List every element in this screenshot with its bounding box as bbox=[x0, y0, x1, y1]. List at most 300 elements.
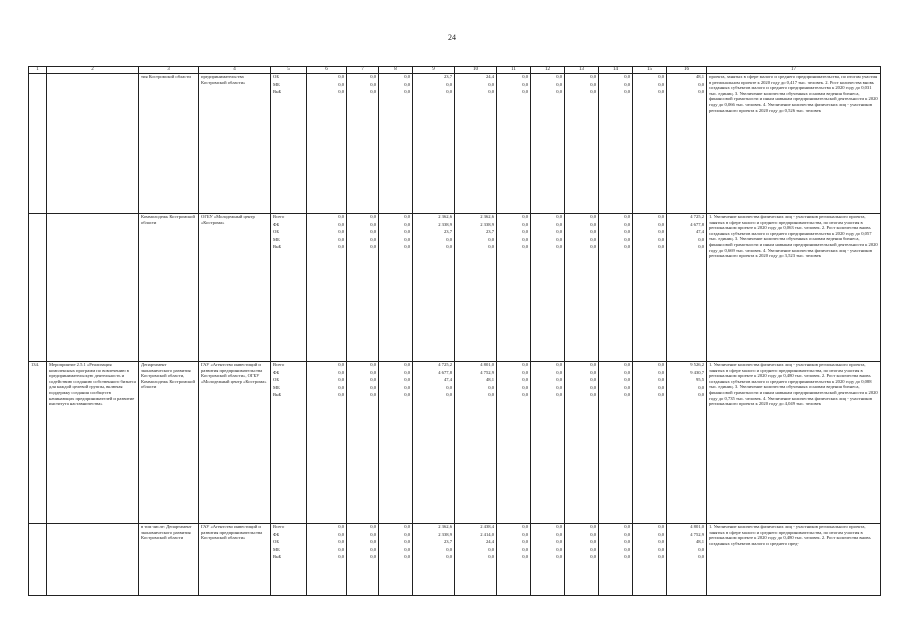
value: 0,0 bbox=[404, 221, 410, 227]
value: 0,0 bbox=[658, 369, 664, 375]
measure-name bbox=[47, 214, 139, 362]
value: 0,0 bbox=[370, 81, 376, 87]
value: 0,0 bbox=[624, 236, 630, 242]
value-cell bbox=[667, 524, 707, 596]
table-row bbox=[29, 362, 881, 524]
value: 0,0 bbox=[404, 89, 410, 94]
value: 0,0 bbox=[488, 554, 494, 559]
value: 0,0 bbox=[624, 531, 630, 537]
value-cell bbox=[497, 74, 531, 214]
value: 0,0 bbox=[404, 362, 410, 367]
value-cell bbox=[599, 214, 633, 362]
value: 0,0 bbox=[624, 74, 630, 79]
value: 47,4 bbox=[695, 229, 704, 234]
column-header: 16 bbox=[667, 67, 707, 74]
expected-result: 1. Увеличение количества физических лиц - участников регионального проекта, занятых в сфере малого и среднего предпринимательства, по итогам участия в региональном проекте к 2020 году до 0,480 тыс. человек. 2. Рост количества вновь созданных субъектов малого и среднего пред- bbox=[707, 524, 881, 596]
value: 0,0 bbox=[370, 362, 376, 367]
value: 0,0 bbox=[556, 531, 562, 537]
value: 4 725,2 bbox=[690, 214, 704, 219]
value-cell bbox=[599, 74, 633, 214]
value: 0,0 bbox=[658, 392, 664, 397]
value: 0,0 bbox=[590, 524, 596, 529]
value: 48,1 bbox=[695, 539, 704, 544]
column-header: 11 bbox=[497, 67, 531, 74]
value: 0,0 bbox=[556, 74, 562, 79]
value: 0,0 bbox=[590, 554, 596, 559]
value-cell bbox=[455, 214, 497, 362]
table-row bbox=[29, 74, 881, 214]
value: 0,0 bbox=[556, 229, 562, 234]
value: 0,0 bbox=[370, 377, 376, 382]
value: 0,0 bbox=[488, 384, 494, 390]
value: 0,0 bbox=[370, 531, 376, 537]
value: 0,0 bbox=[338, 377, 344, 382]
value: 0,0 bbox=[522, 554, 528, 559]
value-cell bbox=[633, 362, 667, 524]
value: 0,0 bbox=[338, 229, 344, 234]
value: 0,0 bbox=[590, 229, 596, 234]
row-number bbox=[29, 214, 47, 362]
value: 0,0 bbox=[658, 81, 664, 87]
participant: ОГБУ «Молодежный центр «Кострома» bbox=[199, 214, 271, 362]
value-cell bbox=[667, 74, 707, 214]
value: 0,0 bbox=[522, 377, 528, 382]
value-cell bbox=[599, 524, 633, 596]
value: 2 362,6 bbox=[438, 524, 452, 529]
value: 0,0 bbox=[658, 554, 664, 559]
value: 0,0 bbox=[658, 531, 664, 537]
value: 0,0 bbox=[624, 554, 630, 559]
value-cell bbox=[413, 74, 455, 214]
value: 2 438,4 bbox=[480, 524, 494, 529]
value: 0,0 bbox=[522, 221, 528, 227]
value: 0,0 bbox=[590, 392, 596, 397]
executor: в том числе: Департамент экономического развития Костромской области bbox=[139, 524, 199, 596]
table-row bbox=[29, 524, 881, 596]
value: 0,0 bbox=[446, 89, 452, 94]
value: 0,0 bbox=[404, 392, 410, 397]
value: 0,0 bbox=[698, 554, 704, 559]
value: 0,0 bbox=[522, 214, 528, 219]
value: 0,0 bbox=[488, 244, 494, 249]
value-cell bbox=[667, 214, 707, 362]
column-header: 3 bbox=[139, 67, 199, 74]
value: 0,0 bbox=[698, 236, 704, 242]
value: 0,0 bbox=[338, 524, 344, 529]
value: 0,0 bbox=[556, 369, 562, 375]
value: 0,0 bbox=[624, 81, 630, 87]
funding-source: ВнБ bbox=[273, 89, 282, 94]
value-cell bbox=[531, 74, 565, 214]
value-cell bbox=[667, 362, 707, 524]
value: 0,0 bbox=[590, 214, 596, 219]
value: 0,0 bbox=[522, 89, 528, 94]
value: 0,0 bbox=[624, 392, 630, 397]
value: 0,0 bbox=[370, 236, 376, 242]
table-row bbox=[29, 214, 881, 362]
value-cell bbox=[565, 524, 599, 596]
value: 0,0 bbox=[624, 89, 630, 94]
value: 0,0 bbox=[446, 392, 452, 397]
value: 0,0 bbox=[370, 546, 376, 552]
value: 0,0 bbox=[698, 392, 704, 397]
value: 2 338,9 bbox=[438, 221, 452, 227]
value: 0,0 bbox=[404, 524, 410, 529]
value: 0,0 bbox=[556, 392, 562, 397]
value-cell bbox=[531, 362, 565, 524]
value-cell bbox=[531, 524, 565, 596]
value: 0,0 bbox=[446, 244, 452, 249]
value: 0,0 bbox=[556, 81, 562, 87]
funding-source: ФБ bbox=[273, 221, 280, 227]
value: 0,0 bbox=[556, 524, 562, 529]
value: 24,4 bbox=[485, 74, 494, 79]
row-number bbox=[29, 74, 47, 214]
value: 0,0 bbox=[404, 229, 410, 234]
value: 0,0 bbox=[556, 377, 562, 382]
value: 2 414,0 bbox=[480, 531, 494, 537]
value: 0,0 bbox=[624, 214, 630, 219]
value-cell bbox=[565, 214, 599, 362]
value: 9 430,7 bbox=[690, 369, 704, 375]
participant: ГАУ «Агентство инвестиций и развития предпринимательства Костромской области» bbox=[199, 524, 271, 596]
value-cell bbox=[379, 362, 413, 524]
column-header: 5 bbox=[271, 67, 307, 74]
value-cell bbox=[307, 214, 347, 362]
funding-source: ФБ bbox=[273, 531, 280, 537]
program-table bbox=[28, 66, 881, 596]
value: 0,0 bbox=[624, 377, 630, 382]
funding-source: ВнБ bbox=[273, 554, 282, 559]
value-cell bbox=[379, 524, 413, 596]
value: 0,0 bbox=[488, 89, 494, 94]
value: 47,4 bbox=[443, 377, 452, 382]
value: 0,0 bbox=[370, 384, 376, 390]
value: 0,0 bbox=[522, 369, 528, 375]
value: 0,0 bbox=[488, 81, 494, 87]
value: 0,0 bbox=[624, 524, 630, 529]
value: 23,7 bbox=[443, 74, 452, 79]
value: 0,0 bbox=[404, 214, 410, 219]
value: 0,0 bbox=[590, 362, 596, 367]
value-cell bbox=[531, 214, 565, 362]
value: 0,0 bbox=[624, 362, 630, 367]
value: 0,0 bbox=[338, 554, 344, 559]
value: 0,0 bbox=[338, 546, 344, 552]
value-cell bbox=[565, 74, 599, 214]
value: 0,0 bbox=[338, 89, 344, 94]
value: 4 801,0 bbox=[690, 524, 704, 529]
column-header: 8 bbox=[379, 67, 413, 74]
value: 0,0 bbox=[698, 89, 704, 94]
value: 23,7 bbox=[443, 229, 452, 234]
value: 0,0 bbox=[370, 214, 376, 219]
value: 0,0 bbox=[590, 221, 596, 227]
value: 0,0 bbox=[338, 244, 344, 249]
column-header: 10 bbox=[455, 67, 497, 74]
value: 0,0 bbox=[658, 539, 664, 544]
value: 0,0 bbox=[338, 236, 344, 242]
value-cell bbox=[599, 362, 633, 524]
value: 0,0 bbox=[370, 229, 376, 234]
value: 2 362,6 bbox=[480, 214, 494, 219]
value: 0,0 bbox=[624, 546, 630, 552]
value: 0,0 bbox=[658, 74, 664, 79]
value: 0,0 bbox=[556, 236, 562, 242]
value: 0,0 bbox=[624, 229, 630, 234]
funding-source: Всего bbox=[273, 524, 285, 529]
value: 0,0 bbox=[404, 244, 410, 249]
measure-name: Мероприятие 2.5.1 «Реализация комплексных программ по вовлечению в предпринимательскую деятельность и содействию созданию собственного бизнеса для каждой целевой группы, включая поддержку создания сообществ начинающих предпринимателей и развитие института наставничества» bbox=[47, 362, 139, 524]
value: 0,0 bbox=[556, 546, 562, 552]
funding-source: ВнБ bbox=[273, 244, 282, 249]
value: 2 338,9 bbox=[480, 221, 494, 227]
value: 0,0 bbox=[590, 539, 596, 544]
value: 0,0 bbox=[590, 74, 596, 79]
value: 23,7 bbox=[443, 539, 452, 544]
value: 0,0 bbox=[658, 362, 664, 367]
value-cell bbox=[347, 524, 379, 596]
value: 0,0 bbox=[556, 539, 562, 544]
value-cell bbox=[307, 74, 347, 214]
value: 0,0 bbox=[590, 244, 596, 249]
value: 9 526,2 bbox=[690, 362, 704, 367]
value: 4 801,0 bbox=[480, 362, 494, 367]
funding-source: ОБ bbox=[273, 377, 279, 382]
value: 0,0 bbox=[370, 539, 376, 544]
value: 0,0 bbox=[370, 369, 376, 375]
expected-result: проекта, занятых в сфере малого и среднего предпринимательства, по итогам участия в региональном проекте к 2020 году до 0,417 тыс. человек. 2. Рост количества вновь созданных субъектов малого и среднего предпринимательства к 2020 году до 0,031 тыс. единиц. 3. Увеличение количества обученных основам ведения бизнеса, финансовой грамотности и иным навыкам предпринимательской деятельности к 2020 году до 0,066 тыс. человек. 4. Увеличение количества физических лиц - участников регионального проекта к 2020 году до 0,526 тыс. человек bbox=[707, 74, 881, 214]
value: 0,0 bbox=[338, 74, 344, 79]
value: 95,5 bbox=[695, 377, 704, 382]
column-header: 12 bbox=[531, 67, 565, 74]
value: 0,0 bbox=[404, 539, 410, 544]
measure-name bbox=[47, 74, 139, 214]
value: 0,0 bbox=[556, 362, 562, 367]
value-cell bbox=[565, 362, 599, 524]
value: 0,0 bbox=[522, 531, 528, 537]
value: 0,0 bbox=[370, 392, 376, 397]
value: 0,0 bbox=[522, 539, 528, 544]
value: 0,0 bbox=[590, 236, 596, 242]
value: 0,0 bbox=[590, 377, 596, 382]
value-cell bbox=[497, 362, 531, 524]
value: 0,0 bbox=[522, 384, 528, 390]
value: 0,0 bbox=[404, 546, 410, 552]
value: 0,0 bbox=[338, 81, 344, 87]
value: 0,0 bbox=[370, 554, 376, 559]
value: 0,0 bbox=[624, 369, 630, 375]
value: 0,0 bbox=[446, 236, 452, 242]
value: 0,0 bbox=[522, 524, 528, 529]
value-cell bbox=[307, 524, 347, 596]
value: 0,0 bbox=[370, 524, 376, 529]
funding-source: МБ bbox=[273, 546, 280, 552]
funding-source: ОБ bbox=[273, 74, 279, 79]
page-number: 24 bbox=[448, 33, 456, 42]
column-header: 2 bbox=[47, 67, 139, 74]
value: 0,0 bbox=[404, 369, 410, 375]
value-cell bbox=[497, 524, 531, 596]
value: 0,0 bbox=[556, 221, 562, 227]
funding-source: ОБ bbox=[273, 539, 279, 544]
value: 0,0 bbox=[404, 554, 410, 559]
funding-source-cell bbox=[271, 362, 307, 524]
row-number bbox=[29, 524, 47, 596]
value: 0,0 bbox=[590, 89, 596, 94]
value-cell bbox=[455, 524, 497, 596]
value: 0,0 bbox=[522, 244, 528, 249]
value: 0,0 bbox=[370, 221, 376, 227]
column-number-row bbox=[29, 67, 881, 74]
column-header: 15 bbox=[633, 67, 667, 74]
participant: предпринимательства Костромской области» bbox=[199, 74, 271, 214]
value: 0,0 bbox=[338, 214, 344, 219]
value: 0,0 bbox=[446, 384, 452, 390]
value: 0,0 bbox=[556, 554, 562, 559]
measure-name bbox=[47, 524, 139, 596]
value: 0,0 bbox=[556, 244, 562, 249]
value: 0,0 bbox=[522, 362, 528, 367]
executor: Департамент экономического развития Костромской области, Коммолодежь Костромской области bbox=[139, 362, 199, 524]
value: 0,0 bbox=[488, 546, 494, 552]
value: 4 677,8 bbox=[438, 369, 452, 375]
value: 0,0 bbox=[404, 81, 410, 87]
value: 2 338,9 bbox=[438, 531, 452, 537]
value: 0,0 bbox=[698, 244, 704, 249]
funding-source-cell bbox=[271, 74, 307, 214]
funding-source-cell bbox=[271, 214, 307, 362]
value: 0,0 bbox=[446, 546, 452, 552]
value-cell bbox=[347, 74, 379, 214]
value: 0,0 bbox=[338, 392, 344, 397]
column-header: 1 bbox=[29, 67, 47, 74]
value: 0,0 bbox=[590, 546, 596, 552]
value: 4 725,2 bbox=[438, 362, 452, 367]
value: 0,0 bbox=[404, 384, 410, 390]
value: 0,0 bbox=[522, 74, 528, 79]
value-cell bbox=[633, 74, 667, 214]
value: 4 677,8 bbox=[690, 221, 704, 227]
funding-source: Всего bbox=[273, 362, 285, 367]
value-cell bbox=[455, 362, 497, 524]
value: 0,0 bbox=[338, 539, 344, 544]
column-header: 4 bbox=[199, 67, 271, 74]
value: 0,0 bbox=[658, 229, 664, 234]
value: 0,0 bbox=[522, 236, 528, 242]
value: 0,0 bbox=[446, 81, 452, 87]
funding-source: МБ bbox=[273, 236, 280, 242]
value: 0,0 bbox=[522, 392, 528, 397]
expected-result: 1. Увеличение количества физических лиц - участников регионального проекта, занятых в сфере малого и среднего предпринимательства, по итогам участия в региональном проекте к 2020 году до 0,063 тыс. человек. 2. Рост количества вновь созданных субъектов малого и среднего предпринимательства к 2020 году до 0,057 тыс. единиц. 3. Увеличение количества обученных основам ведения бизнеса, финансовой грамотности и иным навыкам предпринимательской деятельности к 2020 году до 0,669 тыс. человек. 4. Увеличение количества физических лиц - участников регионального проекта к 2020 году до 3,523 тыс. человек bbox=[707, 214, 881, 362]
funding-source: Всего bbox=[273, 214, 285, 219]
funding-source-cell bbox=[271, 524, 307, 596]
value: 0,0 bbox=[338, 221, 344, 227]
value: 0,0 bbox=[370, 244, 376, 249]
value: 0,0 bbox=[522, 546, 528, 552]
value: 0,0 bbox=[522, 81, 528, 87]
value-cell bbox=[307, 362, 347, 524]
value: 2 362,6 bbox=[438, 214, 452, 219]
value: 4 752,9 bbox=[480, 369, 494, 375]
value: 48,1 bbox=[485, 377, 494, 382]
funding-source: МБ bbox=[273, 384, 280, 390]
row-number: 134. bbox=[29, 362, 47, 524]
value-cell bbox=[379, 74, 413, 214]
value-cell bbox=[413, 214, 455, 362]
funding-source: ФБ bbox=[273, 369, 280, 375]
value: 0,0 bbox=[624, 539, 630, 544]
value: 0,0 bbox=[698, 81, 704, 87]
column-header: 7 bbox=[347, 67, 379, 74]
value: 0,0 bbox=[590, 369, 596, 375]
expected-result: 1. Увеличение количества физических лиц - участников регионального проекта, занятых в сфере малого и среднего предпринимательства, по итогам участия в региональном проекте к 2020 году до 0,480 тыс. человек. 2. Рост количества вновь созданных субъектов малого и среднего предпринимательства к 2020 году до 0,088 тыс. единиц. 3. Увеличение количества обученных основам ведения бизнеса, финансовой грамотности и иным навыкам предпринимательской деятельности к 2020 году до 0,735 тыс. человек. 4. Увеличение количества физических лиц - участников регионального проекта к 2020 году до 4,049 тыс. человек bbox=[707, 362, 881, 524]
value: 0,0 bbox=[658, 546, 664, 552]
value: 0,0 bbox=[338, 362, 344, 367]
participant: ГАУ «Агентство инвестиций и развития предпринимательства Костромской области», ОГБУ «Молодежный центр «Кострома» bbox=[199, 362, 271, 524]
value: 0,0 bbox=[658, 89, 664, 94]
value: 0,0 bbox=[446, 554, 452, 559]
value: 0,0 bbox=[522, 229, 528, 234]
value-cell bbox=[633, 524, 667, 596]
value-cell bbox=[497, 214, 531, 362]
value: 0,0 bbox=[658, 221, 664, 227]
funding-source: МБ bbox=[273, 81, 280, 87]
value: 0,0 bbox=[658, 384, 664, 390]
funding-source: ВнБ bbox=[273, 392, 282, 397]
value: 0,0 bbox=[370, 89, 376, 94]
value: 0,0 bbox=[698, 384, 704, 390]
value: 0,0 bbox=[624, 384, 630, 390]
value-cell bbox=[455, 74, 497, 214]
value-cell bbox=[413, 362, 455, 524]
value: 0,0 bbox=[488, 392, 494, 397]
value: 0,0 bbox=[658, 524, 664, 529]
executor: Коммолодежь Костромской области bbox=[139, 214, 199, 362]
value: 4 752,9 bbox=[690, 531, 704, 537]
value-cell bbox=[347, 362, 379, 524]
value: 48,1 bbox=[695, 74, 704, 79]
value: 23,7 bbox=[485, 229, 494, 234]
value: 0,0 bbox=[624, 221, 630, 227]
column-header: 14 bbox=[599, 67, 633, 74]
value-cell bbox=[379, 214, 413, 362]
column-header: 9 bbox=[413, 67, 455, 74]
value: 0,0 bbox=[658, 236, 664, 242]
value: 0,0 bbox=[404, 236, 410, 242]
value: 24,4 bbox=[485, 539, 494, 544]
value: 0,0 bbox=[338, 369, 344, 375]
value: 0,0 bbox=[590, 384, 596, 390]
value: 0,0 bbox=[338, 531, 344, 537]
value: 0,0 bbox=[556, 214, 562, 219]
value: 0,0 bbox=[556, 89, 562, 94]
value: 0,0 bbox=[556, 384, 562, 390]
value: 0,0 bbox=[590, 81, 596, 87]
column-header: 17 bbox=[707, 67, 881, 74]
value: 0,0 bbox=[338, 384, 344, 390]
value: 0,0 bbox=[698, 546, 704, 552]
value: 0,0 bbox=[590, 531, 596, 537]
funding-source: ОБ bbox=[273, 229, 279, 234]
value: 0,0 bbox=[488, 236, 494, 242]
column-header: 13 bbox=[565, 67, 599, 74]
value: 0,0 bbox=[624, 244, 630, 249]
value-cell bbox=[413, 524, 455, 596]
value: 0,0 bbox=[404, 377, 410, 382]
value: 0,0 bbox=[658, 377, 664, 382]
value: 0,0 bbox=[404, 74, 410, 79]
